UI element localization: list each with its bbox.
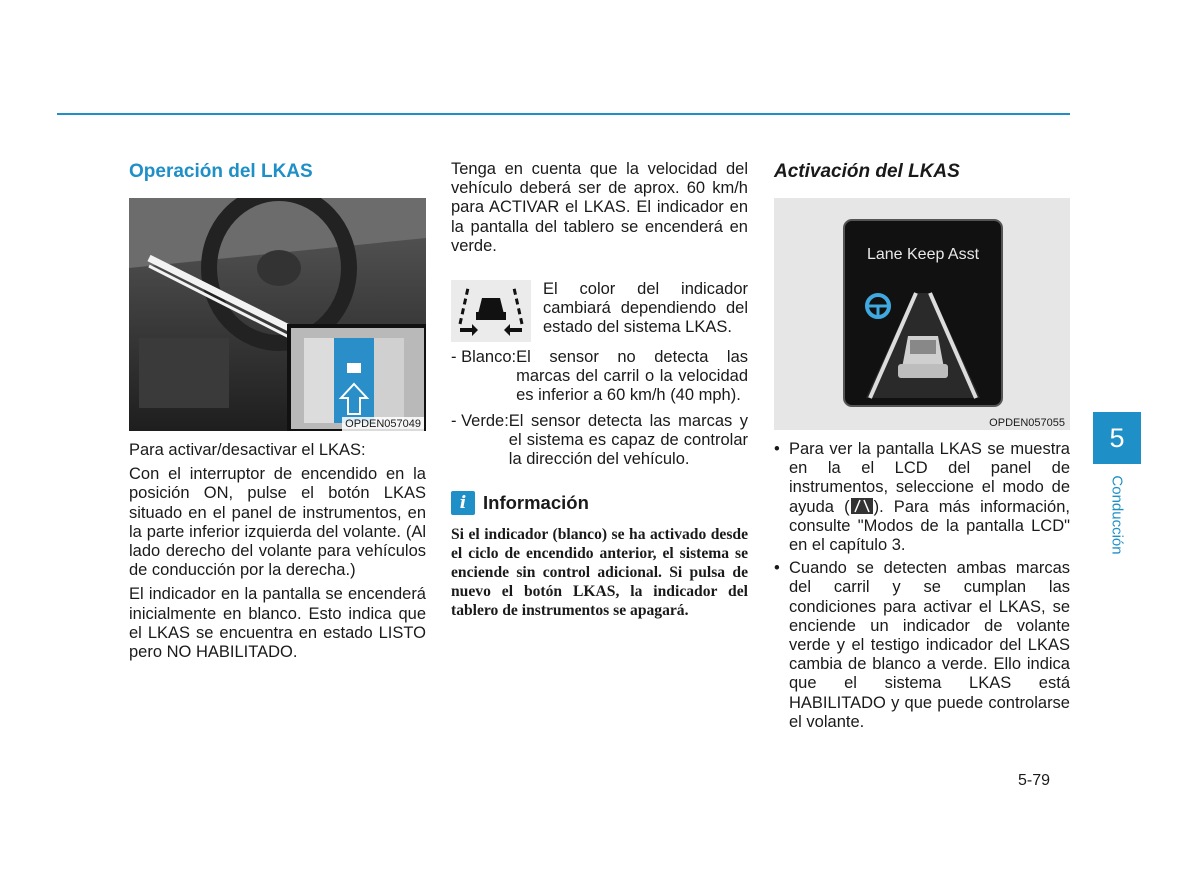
page-number: 5-79 (1018, 772, 1051, 789)
column-middle (451, 160, 748, 620)
assist-mode-icon (851, 498, 873, 514)
lcd-screen-title: Lane Keep Asst (866, 246, 980, 263)
chapter-tab: 5 (1093, 412, 1141, 464)
list-desc: El sensor no detecta las marcas del carril o la velocidad es inferior a 60 km/h (40 mph). (516, 348, 748, 405)
bullet-text: Para ver la pantalla LKAS se muestra en la el LCD del panel de instrumentos, seleccione el modo de ayuda ( (789, 440, 1070, 516)
paragraph: Tenga en cuenta que la velocidad del vehículo deberá ser de aprox. 60 km/h para ACTIVAR el LKAS. El indicador en la pantalla del tablero se encenderá en verde. (451, 160, 748, 255)
bullet-dot: • (774, 559, 780, 578)
list-desc: El sensor detecta las marcas y el sistema es capaz de controlar la dirección del vehículo. (508, 411, 748, 469)
figure-code: OPDEN057049 (342, 417, 424, 431)
bullet-item (774, 559, 1070, 732)
indicator-row (451, 280, 748, 342)
column-right (774, 160, 1070, 736)
paragraph: Con el interruptor de encendido en la posición ON, pulse el botón LKAS situado en el panel de instrumentos, en la parte inferior izquierda del volante. (Al lado derecho del volante para vehículos de conducción por la derecha.) (129, 465, 426, 580)
lcd-figure (774, 198, 1070, 430)
paragraph: El indicador en la pantalla se encenderá inicialmente en blanco. Esto indica que el LKAS se encuentra en estado LISTO pero NO HABILITADO. (129, 585, 426, 662)
bullet-text: Cuando se detecten ambas marcas del carril y se cumplan las condiciones para activar el LKAS, se enciende un indicador de volante verde y el testigo indicador del LKAS cambia de blanco a verde. Ello indica que el sistema LKAS está HABILITADO y que puede controlarse el volante. (789, 559, 1070, 731)
list-term: - Blanco: (451, 348, 517, 367)
figure-code: OPDEN057055 (989, 417, 1065, 429)
section-heading-operacion: Operación del LKAS (129, 161, 313, 182)
dashboard-illustration (129, 198, 426, 431)
lkas-indicator-icon (451, 280, 531, 342)
bullet-dot: • (774, 440, 780, 458)
list-term: - Verde: (451, 411, 509, 430)
dashboard-photo (129, 198, 426, 431)
lcd-illustration (774, 198, 1070, 430)
info-icon: i (451, 491, 475, 515)
list-item (451, 412, 748, 470)
info-title: Información (483, 492, 589, 514)
section-heading-activacion: Activación del LKAS (774, 161, 960, 182)
column-left (129, 160, 426, 667)
info-text: Si el indicador (blanco) se ha activado desde el ciclo de encendido anterior, el sistema se enciende sin control adicional. Si pulsa de nuevo el botón LKAS, la indicador del tablero de instrumentos se apagará. (451, 526, 748, 620)
list-item (451, 348, 748, 406)
header-rule (57, 113, 1070, 115)
paragraph: Para activar/desactivar el LKAS: (129, 441, 366, 459)
bullet-text: ). Para más información, consulte "Modos de la pantalla LCD" en el capítulo 3. (789, 497, 1070, 555)
info-heading (451, 491, 748, 515)
bullet-item (774, 440, 1070, 555)
chapter-label: Conducción (1108, 475, 1126, 555)
indicator-description: El color del indicador cambiará dependiendo del estado del sistema LKAS. (543, 280, 748, 337)
